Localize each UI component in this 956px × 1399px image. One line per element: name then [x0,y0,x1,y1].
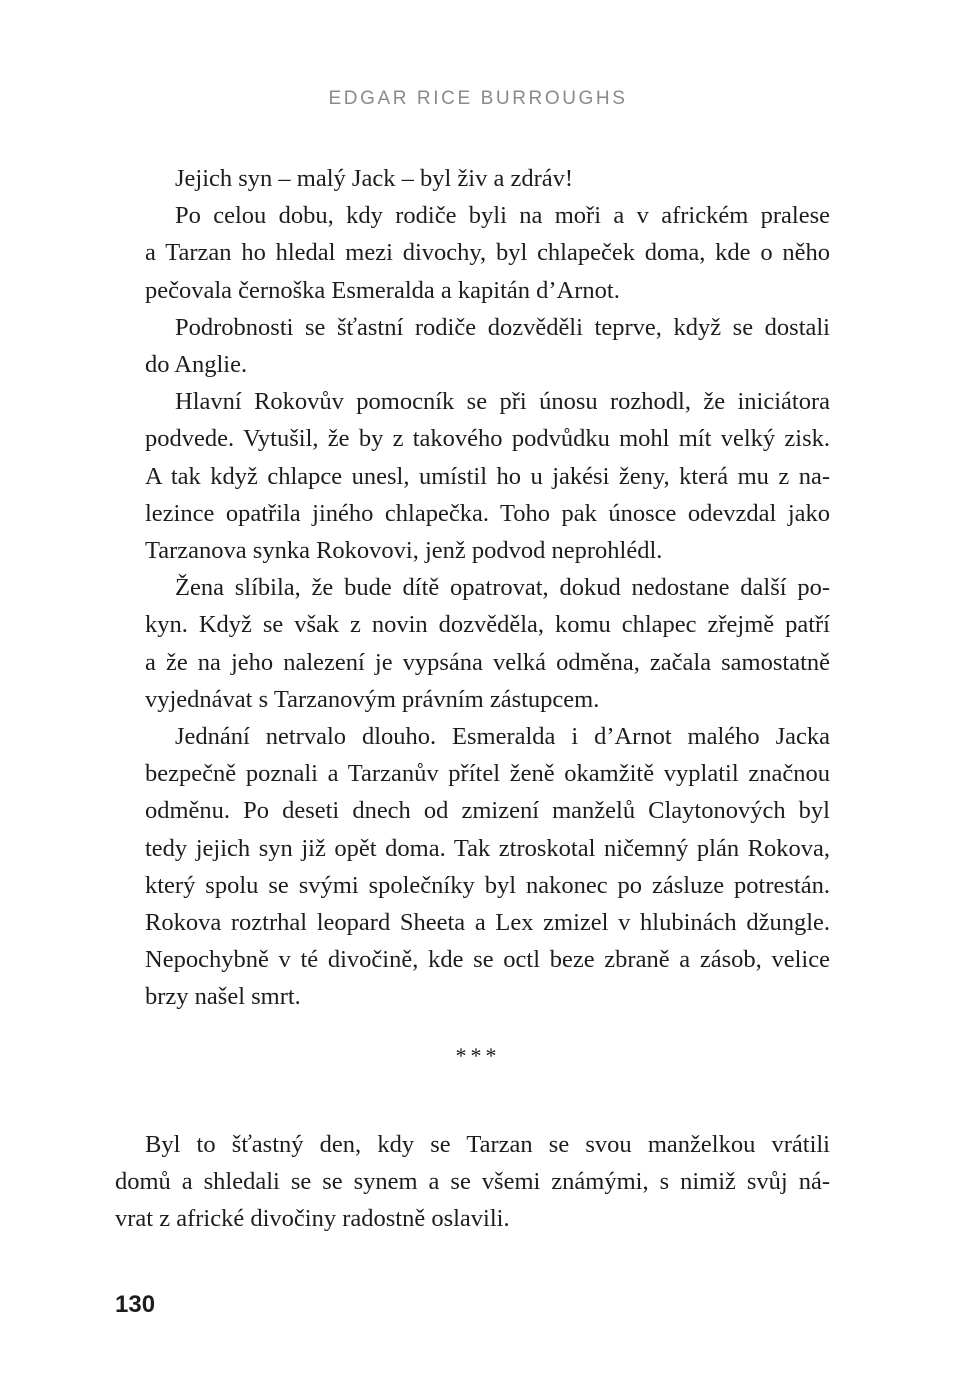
page-number: 130 [115,1291,156,1318]
text-line: Byl to šťastný den, kdy se Tarzan se svou manželkou vrátili [145,1131,830,1158]
text-line: a že na jeho nalezení je vypsána velká odměna, začala samostatně [145,648,830,676]
text-line: domů a shledali se se synem a se všemi známými, s nimiž svůj ná- [115,1168,830,1196]
text-line: do Anglie. [145,351,248,379]
text-line: který spolu se svými společníky byl nakonec po zásluze potrestán. [145,871,830,899]
text-line: brzy našel smrt. [145,983,301,1011]
text-line: Jednání netrvalo dlouho. Esmeralda i d’Arnot malého Jacka [175,723,830,751]
text-line: Po celou dobu, kdy rodiče byli na moři a v africkém pralese [175,202,830,230]
text-line: vyjednávat s Tarzanovým právním zástupcem. [145,685,600,713]
text-line: Jejich syn – malý Jack – byl živ a zdráv! [175,165,574,192]
text-line: vrat z africké divočiny radostně oslavili. [115,1205,510,1233]
paragraph [115,309,830,383]
text-line: A tak když chlapce unesl, umístil ho u jakési ženy, která mu z na- [145,462,830,490]
section-separator: *** [455,1043,501,1068]
paragraph [115,383,830,569]
paragraph [115,197,830,309]
paragraph [115,718,830,1016]
text-line: Nepochybně v té divočině, kde se octl beze zbraně a zásob, velice [145,946,830,974]
paragraph [115,160,830,197]
text-line: Rokova roztrhal leopard Sheeta a Lex zmizel v hlubinách džungle. [145,909,830,937]
text-line: kyn. Když se však z novin dozvěděla, komu chlapec zřejmě patří [145,611,830,639]
text-line: lezince opatřila jiného chlapečka. Toho pak únosce odevzdal jako [145,499,830,527]
text-line: podvede. Vytušil, že by z takového podvůdku mohl mít velký zisk. [145,425,830,453]
text-line: odměnu. Po deseti dnech od zmizení manželů Claytonových byl [145,797,830,825]
text-line: Podrobnosti se šťastní rodiče dozvěděli teprve, když se dostali [175,313,830,341]
text-line: tedy jejich syn již opět doma. Tak ztroskotal ničemný plán Rokova, [145,834,830,862]
text-line: Tarzanova synka Rokovovi, jenž podvod neprohlédl. [145,537,663,565]
closing-text [115,1126,830,1238]
running-head: EDGAR RICE BURROUGHS [328,88,628,109]
main-text [115,160,830,1016]
text-line: a Tarzan ho hledal mezi divochy, byl chlapeček doma, kde o něho [145,239,830,267]
text-line: Žena slíbila, že bude dítě opatrovat, dokud nedostane další po- [175,574,830,602]
paragraph [115,569,830,718]
text-line: Hlavní Rokovův pomocník se při únosu rozhodl, že iniciátora [175,388,830,416]
text-line: pečovala černoška Esmeralda a kapitán d’Arnot. [145,276,620,304]
text-line: bezpečně poznali a Tarzanův přítel ženě okamžitě vyplatil značnou [145,760,830,788]
